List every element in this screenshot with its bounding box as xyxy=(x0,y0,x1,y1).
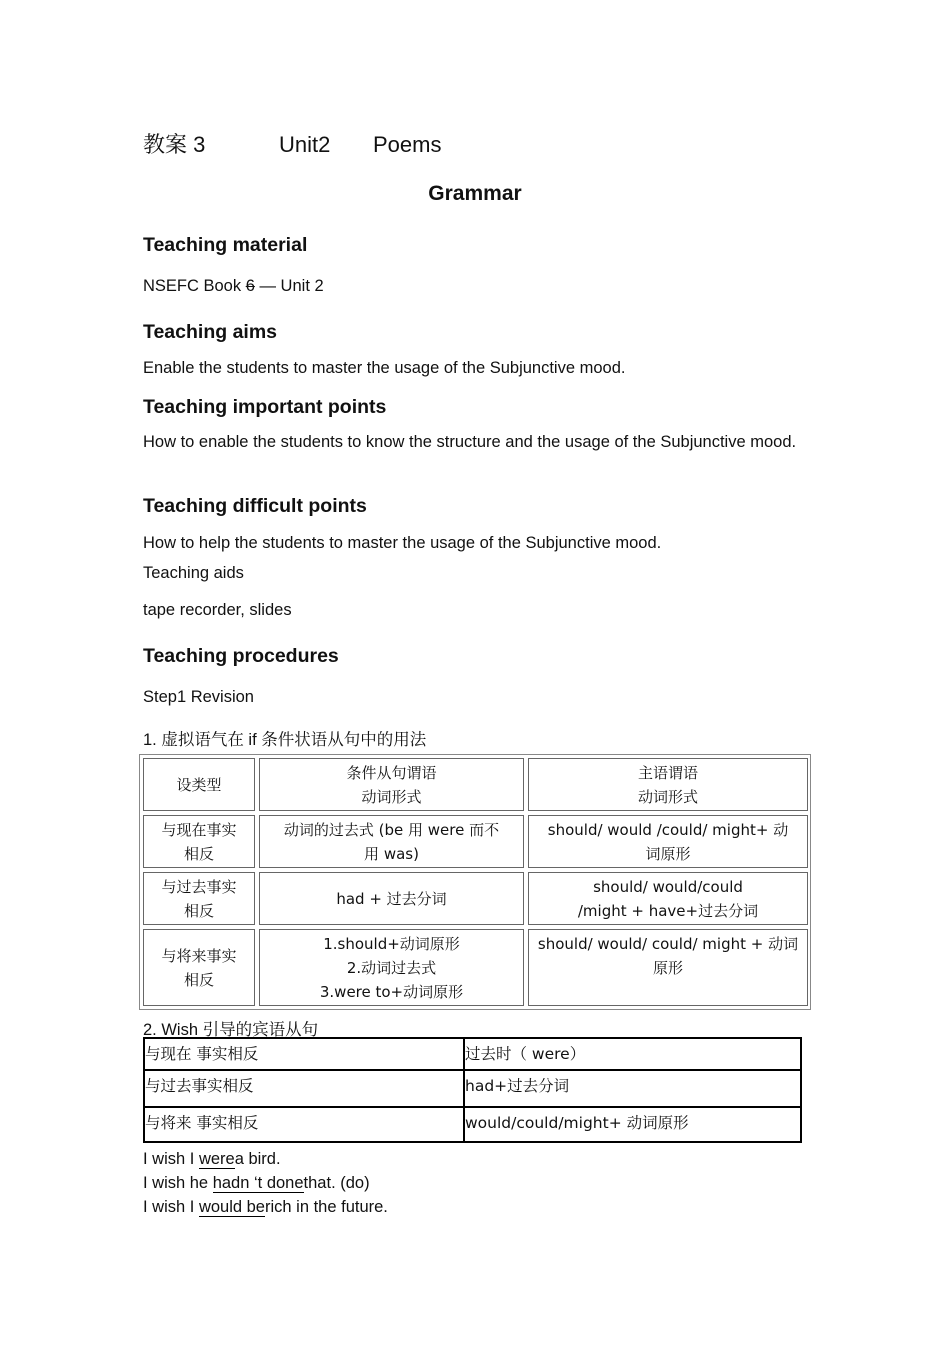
table1-row3-type: 与将来事实 相反 xyxy=(143,929,255,1006)
table1-header-condition: 条件从句谓语 动词形式 xyxy=(259,758,524,811)
answer-blank: would be xyxy=(198,1198,265,1216)
aids-label: Teaching aids xyxy=(143,564,244,582)
table2-row xyxy=(145,1108,800,1141)
topic-label: Poems xyxy=(373,132,442,157)
table2-cell-left: 与过去事实相反 xyxy=(145,1071,465,1106)
table1-header-main: 主语谓语 动词形式 xyxy=(528,758,808,811)
table1-row2-condition: had + 过去分词 xyxy=(259,872,524,925)
table1-header-type: 设类型 xyxy=(143,758,255,811)
material-heading: Teaching material xyxy=(143,234,308,256)
wish-table xyxy=(143,1037,802,1143)
material-book-rest: — Unit 2 xyxy=(254,277,324,295)
answer-blank: hadn ‘t done xyxy=(212,1174,304,1192)
answer-blank: were xyxy=(198,1150,235,1168)
difficult-heading: Teaching difficult points xyxy=(143,495,367,517)
lesson-prefix: 教案 3 xyxy=(143,132,206,157)
aims-heading: Teaching aims xyxy=(143,321,278,343)
material-book: NSEFC Book xyxy=(143,277,246,295)
important-text: How to enable the students to know the structure and the usage of the Subjunctive mood. xyxy=(143,433,797,451)
step1-label: Step1 Revision xyxy=(143,688,254,706)
difficult-text: How to help the students to master the usage of the Subjunctive mood. xyxy=(143,534,662,552)
table1-row2-type: 与过去事实 相反 xyxy=(143,872,255,925)
table1-row1-type: 与现在事实 相反 xyxy=(143,815,255,868)
table1-row2-main: should/ would/could /might + have+过去分词 xyxy=(528,872,808,925)
table2-cell-left: 与现在 事实相反 xyxy=(145,1039,465,1069)
item2-label: 2. Wish 引导的宾语从句 xyxy=(143,1021,319,1039)
aids-text: tape recorder, slides xyxy=(143,601,292,619)
table1-row3-condition: 1.should+动词原形 2.动词过去式 3.were to+动词原形 xyxy=(259,929,524,1006)
table1-row1-main: should/ would /could/ might+ 动 词原形 xyxy=(528,815,808,868)
conditional-table xyxy=(139,754,811,1010)
section-title: Grammar xyxy=(428,182,522,205)
item1-label: 1. 虚拟语气在 if 条件状语从句中的用法 xyxy=(143,731,427,749)
table2-cell-right: would/could/might+ 动词原形 xyxy=(465,1114,689,1132)
procedures-heading: Teaching procedures xyxy=(143,645,339,667)
table2-row xyxy=(145,1071,800,1108)
table2-cell-right: had+过去分词 xyxy=(465,1077,570,1095)
material-book-struck: 6 xyxy=(245,277,255,295)
example-sentence: I wish I werea bird. xyxy=(143,1150,281,1168)
aims-text: Enable the students to master the usage of the Subjunctive mood. xyxy=(143,359,626,377)
material-text xyxy=(143,277,324,296)
important-heading: Teaching important points xyxy=(143,396,387,418)
table1-row3-main: should/ would/ could/ might + 动词 原形 xyxy=(528,929,808,1006)
table2-row xyxy=(145,1039,800,1071)
table2-cell-right: 过去时（ were） xyxy=(465,1045,586,1063)
table1-row1-condition: 动词的过去式 (be 用 were 而不 用 was) xyxy=(259,815,524,868)
table2-cell-left: 与将来 事实相反 xyxy=(145,1108,465,1141)
example-sentence: I wish I would berich in the future. xyxy=(143,1198,388,1216)
example-sentence: I wish he hadn ‘t donethat. (do) xyxy=(143,1174,370,1192)
lesson-title xyxy=(143,128,441,159)
unit-label: Unit2 xyxy=(279,132,331,157)
